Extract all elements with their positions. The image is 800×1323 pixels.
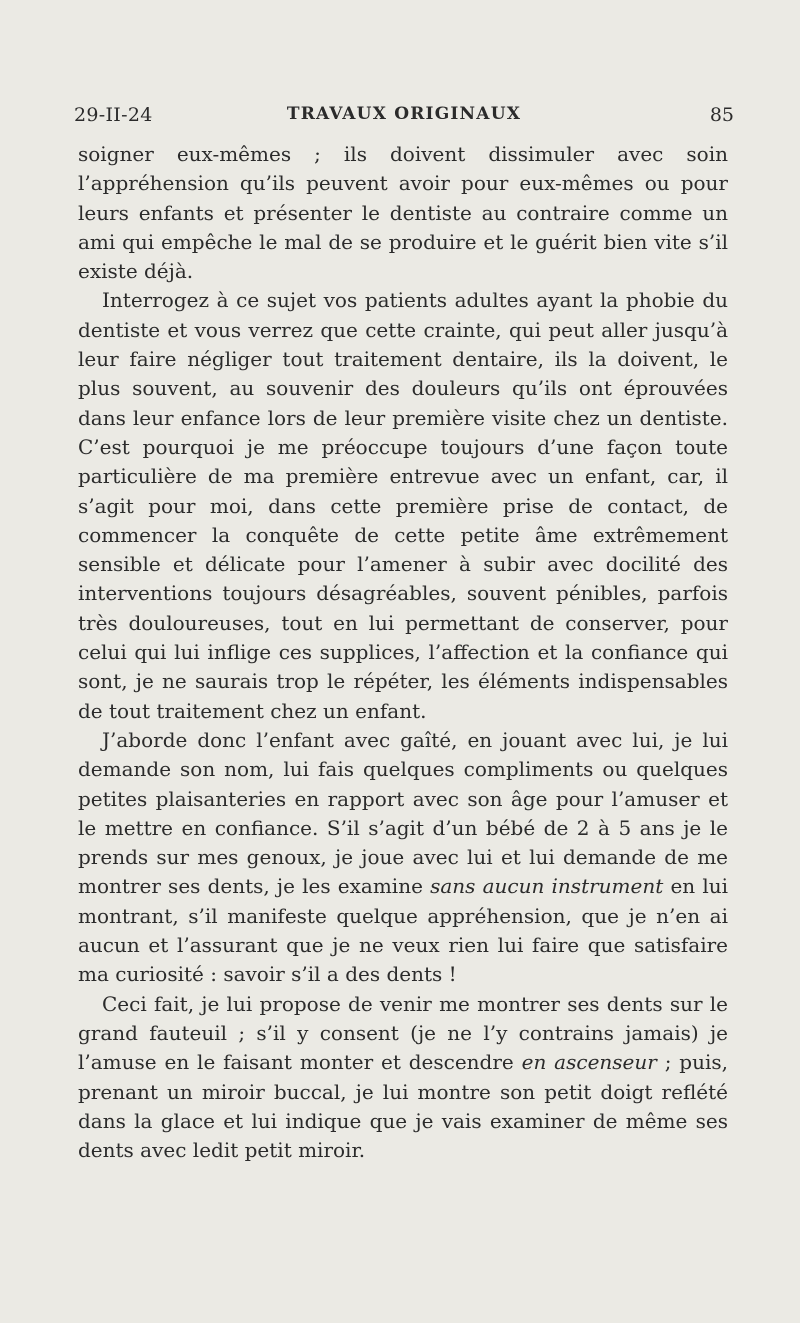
paragraph-4-text-start: Ceci fait, je lui propose de venir me montrer ses dents sur le grand fauteuil ; s’il y consent (je ne l’y contrains jamais) je l’amuse en le faisant monter et descendre [78,991,728,1075]
running-header [74,104,734,134]
paragraph-2: Interrogez à ce sujet vos patients adultes ayant la phobie du dentiste et vous verrez que cette crainte, qui peut aller jusqu’à leur faire négliger tout traitement dentaire, ils la doivent, le plus souvent, au souvenir des douleurs qu’ils ont éprouvées dans leur enfance lors de leur première visite chez un dentiste. C’est pourquoi je me préoccupe toujours d’une façon toute particulière de ma première entrevue avec un enfant, car, il s’agit pour moi, dans cette première prise de contact, de commencer la conquête de cette petite âme extrêmement sensible et délicate pour l’amener à subir avec docilité des interventions toujours désagréables, souvent pénibles, parfois très douloureuses, tout en lui permettant de conserver, pour celui qui lui inflige ces supplices, l’affection et la confiance qui sont, je ne saurais trop le répéter, les éléments indispensables de tout traitement chez un enfant. [78,288,728,723]
header-section-title: TRAVAUX ORIGINAUX [286,104,522,124]
paragraph-3-italic-phrase: sans aucun instrument [430,874,664,899]
header-date: 29-II-24 [74,104,153,126]
paragraph-1: soigner eux-mêmes ; ils doivent dissimuler avec soin l’appréhension qu’ils peuvent avoir pour eux-mêmes ou pour leurs enfants et présenter le dentiste au contraire comme un ami qui empêche le mal de se produire et le guérit bien vite s’il existe déjà. [78,142,728,284]
paragraph-4-text-end: ; puis, prenant un miroir buccal, je lui montre son petit doigt reflété dans la glace et lui indique que je vais examiner de même ses dents avec ledit petit miroir. [78,1050,728,1163]
paragraph-4-italic-phrase: en ascenseur [521,1050,657,1075]
paragraph-4 [78,990,728,1166]
paragraph-3-text-end: en lui montrant, s’il manifeste quelque appréhension, que je n’en ai aucun et l’assurant que je ne veux rien lui faire que satisfaire ma curiosité : savoir s’il a des dents ! [78,874,729,987]
paragraph-3-text-start: J’aborde donc l’enfant avec gaîté, en jouant avec lui, je lui demande son nom, lui fais quelques compliments ou quelques petites plaisanteries en rapport avec son âge pour l’amuser et le mettre en confiance. S’il s’agit d’un bébé de 2 à 5 ans je le prends sur mes genoux, je joue avec lui et lui demande de me montrer ses dents, je les examine [78,727,728,899]
page-number: 85 [709,104,734,126]
paragraph-3 [78,726,728,990]
article-body [78,140,728,1165]
